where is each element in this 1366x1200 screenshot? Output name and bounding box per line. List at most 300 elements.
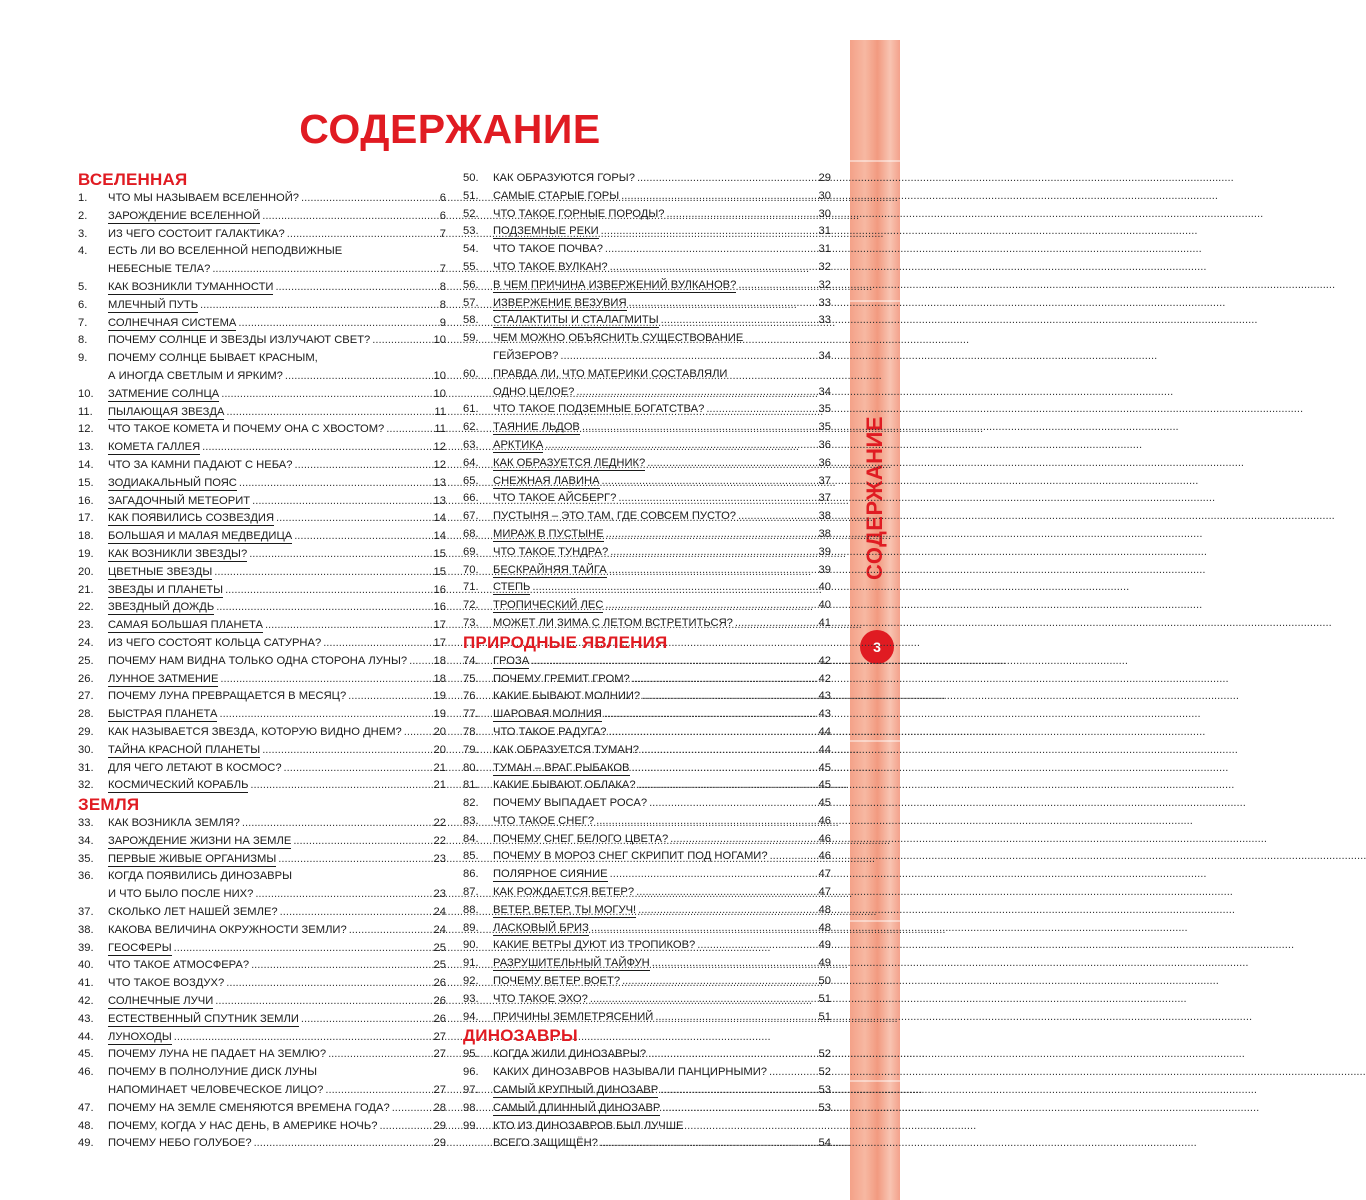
entry-number: 96. bbox=[463, 1066, 479, 1079]
entry-page: 47 bbox=[818, 868, 831, 881]
toc-entry bbox=[78, 261, 446, 279]
entry-number: 9. bbox=[78, 352, 88, 365]
entry-number: 12. bbox=[78, 423, 94, 436]
toc-entry bbox=[78, 635, 446, 653]
entry-number: 48. bbox=[78, 1119, 94, 1132]
entry-title: ИЗВЕРЖЕНИЕ ВЕЗУВИЯ bbox=[493, 296, 627, 309]
dot-leader bbox=[607, 562, 817, 580]
entry-title: ЗВЕЗДНЫЙ ДОЖДЬ bbox=[108, 601, 215, 614]
entry-title: ЧЕМ МОЖНО ОБЪЯСНИТЬ СУЩЕСТВОВАНИЕ bbox=[493, 332, 744, 345]
entry-title: ЧТО ТАКОЕ КОМЕТА И ПОЧЕМУ ОНА С ХВОСТОМ? bbox=[108, 423, 385, 436]
entry-title: КТО ИЗ ДИНОЗАВРОВ БЫЛ ЛУЧШЕ bbox=[493, 1119, 684, 1132]
entry-number: 24. bbox=[78, 636, 94, 649]
dot-leader bbox=[240, 815, 432, 833]
dot-leader bbox=[594, 813, 817, 831]
dot-leader bbox=[639, 742, 817, 760]
entry-page: 14 bbox=[433, 512, 446, 525]
toc-entry bbox=[463, 1100, 831, 1118]
toc-entry bbox=[78, 582, 446, 600]
entry-page: 38 bbox=[818, 527, 831, 540]
entry-page: 31 bbox=[818, 243, 831, 256]
dot-leader bbox=[218, 671, 432, 689]
entry-page: 10 bbox=[433, 334, 446, 347]
entry-title: РАЗРУШИТЕЛЬНЫЙ ТАЙФУН bbox=[493, 957, 650, 970]
toc-entry bbox=[463, 973, 831, 991]
entry-page: 36 bbox=[818, 456, 831, 469]
entry-title: В ЧЕМ ПРИЧИНА ИЗВЕРЖЕНИЙ ВУЛКАНОВ? bbox=[493, 278, 737, 291]
entry-number: 69. bbox=[463, 545, 479, 558]
toc-entry bbox=[463, 831, 831, 849]
toc-entry bbox=[78, 993, 446, 1011]
entry-number: 86. bbox=[463, 868, 479, 881]
entry-number: 35. bbox=[78, 852, 94, 865]
entry-number: 55. bbox=[463, 260, 479, 273]
entry-number: 11. bbox=[78, 405, 93, 418]
toc-entry bbox=[78, 528, 446, 546]
entry-page: 19 bbox=[433, 690, 446, 703]
toc-entry bbox=[78, 493, 446, 511]
toc-entry bbox=[78, 1029, 446, 1047]
entry-number: 25. bbox=[78, 654, 94, 667]
entry-title: ПЫЛАЮЩАЯ ЗВЕЗДА bbox=[108, 405, 225, 418]
entry-page: 47 bbox=[818, 886, 831, 899]
entry-number: 17. bbox=[78, 512, 94, 525]
entry-page: 39 bbox=[818, 563, 831, 576]
toc-entry bbox=[463, 526, 831, 544]
entry-title: КОГДА ПОЯВИЛИСЬ ДИНОЗАВРЫ bbox=[108, 870, 292, 883]
page-number-badge: 3 bbox=[860, 630, 894, 664]
entry-number: 67. bbox=[463, 510, 479, 523]
entry-number: 59. bbox=[463, 332, 479, 345]
entry-title: ПОЧЕМУ ВЕТЕР ВОЕТ? bbox=[493, 975, 621, 988]
toc-entry bbox=[78, 208, 446, 226]
entry-title: САМЫЙ КРУПНЫЙ ДИНОЗАВР bbox=[493, 1084, 659, 1097]
toc-entry bbox=[463, 991, 831, 1009]
entry-page: 44 bbox=[818, 743, 831, 756]
dot-leader bbox=[580, 419, 817, 437]
dot-leader bbox=[668, 831, 817, 849]
entry-page: 22 bbox=[433, 817, 446, 830]
dot-leader bbox=[326, 1046, 432, 1064]
entry-title: ПРАВДА ЛИ, ЧТО МАТЕРИКИ СОСТАВЛЯЛИ bbox=[493, 367, 728, 380]
entry-number: 41. bbox=[78, 977, 94, 990]
toc-entry bbox=[463, 241, 831, 259]
dot-leader bbox=[604, 526, 817, 544]
entry-title: ЦВЕТНЫЕ ЗВЕЗДЫ bbox=[108, 565, 213, 578]
dot-leader bbox=[736, 277, 817, 295]
toc-entry bbox=[78, 546, 446, 564]
dot-leader bbox=[603, 241, 817, 259]
entry-number: 18. bbox=[78, 530, 94, 543]
dot-leader bbox=[210, 261, 432, 279]
toc-entry bbox=[78, 706, 446, 724]
dot-leader bbox=[607, 724, 817, 742]
dot-leader bbox=[630, 671, 817, 689]
dot-leader bbox=[574, 384, 817, 402]
entry-page: 38 bbox=[818, 510, 831, 523]
toc-entry bbox=[463, 902, 831, 920]
toc-entry bbox=[78, 617, 446, 635]
toc-entry bbox=[463, 671, 831, 689]
dot-leader bbox=[377, 1118, 432, 1136]
entry-page: 24 bbox=[433, 906, 446, 919]
dot-leader bbox=[247, 546, 432, 564]
entry-number: 71. bbox=[463, 581, 479, 594]
toc-column-right bbox=[463, 170, 831, 1153]
entry-page: 31 bbox=[818, 225, 831, 238]
entry-page: 23 bbox=[433, 888, 446, 901]
dot-leader bbox=[558, 348, 817, 366]
entry-page: 20 bbox=[433, 743, 446, 756]
toc-column-left bbox=[78, 170, 446, 1153]
dot-leader bbox=[323, 1082, 432, 1100]
entry-page: 49 bbox=[818, 939, 831, 952]
dot-leader bbox=[252, 1135, 432, 1153]
dot-leader bbox=[608, 544, 817, 562]
dot-leader bbox=[636, 902, 817, 920]
dot-leader bbox=[219, 386, 432, 404]
entry-title: ЗАРОЖДЕНИЕ ВСЕЛЕННОЙ bbox=[108, 209, 261, 222]
entry-number: 80. bbox=[463, 761, 479, 774]
toc-entry bbox=[463, 955, 831, 973]
entry-page: 42 bbox=[818, 672, 831, 685]
entry-number: 44. bbox=[78, 1030, 94, 1043]
entry-title: ЧТО МЫ НАЗЫВАЕМ ВСЕЛЕННОЙ? bbox=[108, 192, 300, 204]
entry-title: ЧТО ТАКОЕ ВУЛКАН? bbox=[493, 260, 608, 273]
entry-page: 24 bbox=[433, 923, 446, 936]
entry-title: ЧТО ТАКОЕ ЭХО? bbox=[493, 992, 588, 1005]
entry-number: 51. bbox=[463, 189, 479, 202]
entry-number: 60. bbox=[463, 367, 479, 380]
toc-entry bbox=[78, 439, 446, 457]
entry-number: 91. bbox=[463, 957, 479, 970]
entry-page: 8 bbox=[439, 280, 446, 293]
toc-entry bbox=[78, 940, 446, 958]
entry-page: 20 bbox=[433, 725, 446, 738]
entry-page: 43 bbox=[818, 708, 831, 721]
dot-leader bbox=[249, 957, 432, 975]
entry-title: КОСМИЧЕСКИЙ КОРАБЛЬ bbox=[108, 779, 249, 792]
entry-title: СТЕПЬ bbox=[493, 581, 531, 594]
dot-leader bbox=[664, 206, 817, 224]
entry-title: ПОЧЕМУ, КОГДА У НАС ДЕНЬ, В АМЕРИКЕ НОЧЬ? bbox=[108, 1119, 378, 1132]
entry-page: 39 bbox=[818, 545, 831, 558]
entry-page: 17 bbox=[433, 619, 446, 632]
toc-entry bbox=[78, 421, 446, 439]
entry-title: ГЕОСФЕРЫ bbox=[108, 941, 172, 954]
entry-page: 10 bbox=[433, 369, 446, 382]
entry-number: 33. bbox=[78, 817, 94, 830]
entry-page: 48 bbox=[818, 903, 831, 916]
entry-page: 15 bbox=[433, 565, 446, 578]
entry-title: И ЧТО БЫЛО ПОСЛЕ НИХ? bbox=[108, 888, 254, 901]
band-stripe bbox=[850, 160, 900, 162]
entry-page: 21 bbox=[433, 779, 446, 792]
entry-number: 6. bbox=[78, 298, 88, 311]
entry-title: ПОЧЕМУ ЛУНА НЕ ПАДАЕТ НА ЗЕМЛЮ? bbox=[108, 1048, 327, 1061]
section-heading: ВСЕЛЕННАЯ bbox=[78, 170, 188, 189]
entry-number: 97. bbox=[463, 1084, 479, 1097]
toc-entry bbox=[78, 564, 446, 582]
entry-number: 1. bbox=[78, 192, 88, 204]
toc-entry bbox=[463, 544, 831, 562]
toc-entry bbox=[463, 615, 831, 633]
dot-leader bbox=[283, 368, 432, 386]
dot-leader bbox=[636, 777, 817, 795]
entry-title: СОЛНЕЧНАЯ СИСТЕМА bbox=[108, 316, 237, 329]
dot-leader bbox=[768, 848, 817, 866]
toc-entry bbox=[78, 1011, 446, 1029]
entry-number: 72. bbox=[463, 599, 479, 612]
entry-title: А ИНОГДА СВЕТЛЫМ И ЯРКИМ? bbox=[108, 369, 283, 382]
toc-entry bbox=[463, 579, 831, 597]
dot-leader bbox=[236, 315, 432, 333]
entry-title: ПОЧЕМУ В ПОЛНОЛУНИЕ ДИСК ЛУНЫ bbox=[108, 1066, 318, 1079]
toc-entry bbox=[463, 490, 831, 508]
entry-number: 27. bbox=[78, 690, 94, 703]
dot-leader bbox=[276, 851, 432, 869]
entry-title: АРКТИКА bbox=[493, 438, 544, 451]
dot-leader bbox=[224, 975, 432, 993]
entry-number: 45. bbox=[78, 1048, 94, 1061]
dot-leader bbox=[695, 937, 817, 955]
toc-entry bbox=[463, 1009, 831, 1027]
dot-leader bbox=[733, 615, 817, 633]
entry-title: ТАЙНА КРАСНОЙ ПЛАНЕТЫ bbox=[108, 743, 261, 756]
dot-leader bbox=[347, 922, 432, 940]
entry-page: 50 bbox=[818, 975, 831, 988]
toc-entry bbox=[463, 742, 831, 760]
entry-page: 35 bbox=[818, 421, 831, 434]
toc-entry bbox=[463, 312, 831, 330]
dot-leader bbox=[529, 653, 817, 671]
entry-page: 13 bbox=[433, 476, 446, 489]
toc-entry bbox=[78, 1046, 446, 1064]
band-stripe bbox=[850, 740, 900, 742]
entry-page: 36 bbox=[818, 438, 831, 451]
toc-entry bbox=[78, 1135, 446, 1153]
toc-entry bbox=[463, 760, 831, 778]
toc-entry bbox=[463, 653, 831, 671]
toc-entry bbox=[78, 190, 446, 208]
entry-number: 84. bbox=[463, 832, 479, 845]
entry-number: 95. bbox=[463, 1048, 479, 1061]
entry-number: 76. bbox=[463, 690, 479, 703]
toc-entry bbox=[463, 937, 831, 955]
dot-leader bbox=[248, 777, 432, 795]
toc-entry bbox=[78, 350, 446, 368]
entry-title: КОГДА ЖИЛИ ДИНОЗАВРЫ? bbox=[493, 1048, 647, 1061]
entry-number: 4. bbox=[78, 245, 88, 258]
dot-leader bbox=[647, 795, 817, 813]
entry-title: ТУМАН – ВРАГ РЫБАКОВ bbox=[493, 761, 630, 774]
dot-leader bbox=[293, 457, 433, 475]
entry-page: 41 bbox=[818, 616, 831, 629]
entry-page: 22 bbox=[433, 834, 446, 847]
entry-page: 6 bbox=[439, 192, 446, 204]
section-heading: ЗЕМЛЯ bbox=[78, 795, 140, 815]
entry-title: ЧТО ТАКОЕ ВОЗДУХ? bbox=[108, 977, 225, 990]
entry-number: 5. bbox=[78, 280, 88, 293]
entry-title: ЧТО ТАКОЕ СНЕГ? bbox=[493, 814, 595, 827]
dot-leader bbox=[603, 597, 817, 615]
dot-leader bbox=[260, 208, 432, 226]
entry-title: ОДНО ЦЕЛОЕ? bbox=[493, 385, 575, 398]
entry-number: 49. bbox=[78, 1137, 94, 1150]
entry-page: 32 bbox=[818, 260, 831, 273]
entry-title: ЕСТЬ ЛИ ВО ВСЕЛЕННОЙ НЕПОДВИЖНЫЕ bbox=[108, 245, 343, 258]
entry-title: ПОЧЕМУ СНЕГ БЕЛОГО ЦВЕТА? bbox=[493, 832, 669, 845]
entry-title: ПОЧЕМУ НА ЗЕМЛЕ СМЕНЯЮТСЯ ВРЕМЕНА ГОДА? bbox=[108, 1101, 390, 1114]
entry-number: 32. bbox=[78, 779, 94, 792]
dot-leader bbox=[630, 760, 817, 778]
entry-number: 93. bbox=[463, 992, 479, 1005]
entry-number: 2. bbox=[78, 209, 88, 222]
entry-number: 83. bbox=[463, 814, 479, 827]
entry-title: САМЫЙ ДЛИННЫЙ ДИНОЗАВР bbox=[493, 1101, 661, 1114]
entry-page: 6 bbox=[439, 209, 446, 222]
entry-page: 45 bbox=[818, 797, 831, 810]
toc-entry bbox=[463, 295, 831, 313]
toc-entry bbox=[463, 813, 831, 831]
entry-title: ГЕЙЗЕРОВ? bbox=[493, 349, 559, 362]
entry-page: 30 bbox=[818, 189, 831, 202]
entry-number: 89. bbox=[463, 921, 479, 934]
toc-entry bbox=[78, 815, 446, 833]
entry-page: 13 bbox=[433, 494, 446, 507]
dot-leader bbox=[767, 1064, 817, 1082]
entry-title: ИЗ ЧЕГО СОСТОИТ ГАЛАКТИКА? bbox=[108, 227, 285, 240]
entry-number: 87. bbox=[463, 886, 479, 899]
toc-entry bbox=[463, 795, 831, 813]
entry-number: 74. bbox=[463, 654, 479, 667]
dot-leader bbox=[736, 508, 817, 526]
dot-leader bbox=[646, 1046, 817, 1064]
toc-entry bbox=[78, 226, 446, 244]
dot-leader bbox=[543, 437, 817, 455]
toc-entry bbox=[463, 455, 831, 473]
dot-leader bbox=[278, 904, 432, 922]
dot-leader bbox=[213, 993, 432, 1011]
entry-title: ЧТО ТАКОЕ ПОЧВА? bbox=[493, 243, 603, 256]
entry-page: 42 bbox=[818, 654, 831, 667]
toc-entry bbox=[463, 508, 831, 526]
dot-leader bbox=[635, 170, 817, 188]
entry-title: ВЕТЕР, ВЕТЕР, ТЫ МОГУЧ! bbox=[493, 903, 637, 916]
entry-number: 81. bbox=[463, 779, 479, 792]
entry-number: 20. bbox=[78, 565, 94, 578]
entry-title: КАКИЕ ВЕТРЫ ДУЮТ ИЗ ТРОПИКОВ? bbox=[493, 939, 696, 952]
band-stripe bbox=[850, 1080, 900, 1082]
toc-entry bbox=[78, 777, 446, 795]
entry-page: 51 bbox=[818, 1010, 831, 1023]
dot-leader bbox=[704, 401, 817, 419]
entry-number: 36. bbox=[78, 870, 94, 883]
entry-page: 16 bbox=[433, 583, 446, 596]
entry-title: КАК РОЖДАЕТСЯ ВЕТЕР? bbox=[493, 886, 635, 899]
entry-page: 18 bbox=[433, 654, 446, 667]
dot-leader bbox=[299, 190, 432, 208]
entry-title: ЧТО ТАКОЕ АТМОСФЕРА? bbox=[108, 959, 250, 972]
dot-leader bbox=[588, 991, 817, 1009]
entry-page: 40 bbox=[818, 581, 831, 594]
toc-entry bbox=[78, 1082, 446, 1100]
entry-title: ЧТО ТАКОЕ ГОРНЫЕ ПОРОДЫ? bbox=[493, 207, 665, 220]
dot-leader bbox=[292, 528, 432, 546]
entry-page: 29 bbox=[433, 1137, 446, 1150]
entry-page: 33 bbox=[818, 296, 831, 309]
entry-page: 51 bbox=[818, 992, 831, 1005]
entry-title: ГРОЗА bbox=[493, 654, 530, 667]
entry-page: 9 bbox=[439, 316, 446, 329]
dot-leader bbox=[237, 475, 432, 493]
entry-page: 40 bbox=[818, 599, 831, 612]
dot-leader bbox=[370, 332, 432, 350]
toc-entry bbox=[463, 1064, 831, 1082]
entry-title: САМЫЕ СТАРЫЕ ГОРЫ bbox=[493, 189, 620, 202]
entry-number: 21. bbox=[78, 583, 94, 596]
entry-title: МОЖЕТ ЛИ ЗИМА С ЛЕТОМ ВСТРЕТИТЬСЯ? bbox=[493, 616, 733, 629]
dot-leader bbox=[250, 493, 432, 511]
entry-title: КОМЕТА ГАЛЛЕЯ bbox=[108, 441, 201, 454]
entry-title: ПОЧЕМУ В МОРОЗ СНЕГ СКРИПИТ ПОД НОГАМИ? bbox=[493, 850, 768, 863]
side-label-text: СОДЕРЖАНИЕ bbox=[862, 415, 888, 581]
toc-entry bbox=[78, 957, 446, 975]
entry-title: КАКИЕ БЫВАЮТ ОБЛАКА? bbox=[493, 779, 636, 792]
entry-page: 19 bbox=[433, 708, 446, 721]
section-heading: ПРИРОДНЫЕ ЯВЛЕНИЯ bbox=[463, 632, 668, 652]
entry-title: ЛАСКОВЫЙ БРИЗ bbox=[493, 921, 589, 934]
entry-page: 12 bbox=[433, 458, 446, 471]
entry-title: ТРОПИЧЕСКИЙ ЛЕС bbox=[493, 599, 604, 612]
toc-entry bbox=[78, 404, 446, 422]
dot-leader bbox=[659, 312, 817, 330]
entry-number: 63. bbox=[463, 438, 479, 451]
entry-page: 46 bbox=[818, 814, 831, 827]
dot-leader bbox=[282, 760, 432, 778]
entry-number: 94. bbox=[463, 1010, 479, 1023]
entry-page: 27 bbox=[433, 1048, 446, 1061]
entry-number: 66. bbox=[463, 492, 479, 505]
entry-page: 34 bbox=[818, 385, 831, 398]
entry-title: ПОЧЕМУ НАМ ВИДНА ТОЛЬКО ОДНА СТОРОНА ЛУНЫ? bbox=[108, 654, 408, 667]
entry-page: 52 bbox=[818, 1048, 831, 1061]
dot-leader bbox=[172, 940, 432, 958]
entry-title: ЗОДИАКАЛЬНЫЙ ПОЯС bbox=[108, 476, 237, 489]
entry-number: 68. bbox=[463, 527, 479, 540]
dot-leader bbox=[620, 973, 817, 991]
toc-entry bbox=[463, 188, 831, 206]
entry-number: 31. bbox=[78, 761, 94, 774]
entry-title: СОЛНЕЧНЫЕ ЛУЧИ bbox=[108, 995, 214, 1008]
entry-number: 37. bbox=[78, 906, 94, 919]
entry-number: 53. bbox=[463, 225, 479, 238]
entry-page: 25 bbox=[433, 941, 446, 954]
dot-leader bbox=[346, 688, 432, 706]
entry-title: НЕБЕСНЫЕ ТЕЛА? bbox=[108, 263, 211, 276]
entry-title: ПОЧЕМУ ВЫПАДАЕТ РОСА? bbox=[493, 797, 648, 810]
entry-page: 30 bbox=[818, 207, 831, 220]
toc-entry bbox=[463, 384, 831, 402]
page-title: СОДЕРЖАНИЕ bbox=[299, 106, 601, 152]
entry-title: ПОЛЯРНОЕ СИЯНИЕ bbox=[493, 868, 608, 881]
toc-entry bbox=[78, 457, 446, 475]
toc-entry bbox=[463, 366, 831, 384]
entry-number: 19. bbox=[78, 547, 94, 560]
entry-page: 52 bbox=[818, 1066, 831, 1079]
entry-number: 23. bbox=[78, 619, 94, 632]
entry-title: КАК ПОЯВИЛИСЬ СОЗВЕЗДИЯ bbox=[108, 512, 275, 525]
